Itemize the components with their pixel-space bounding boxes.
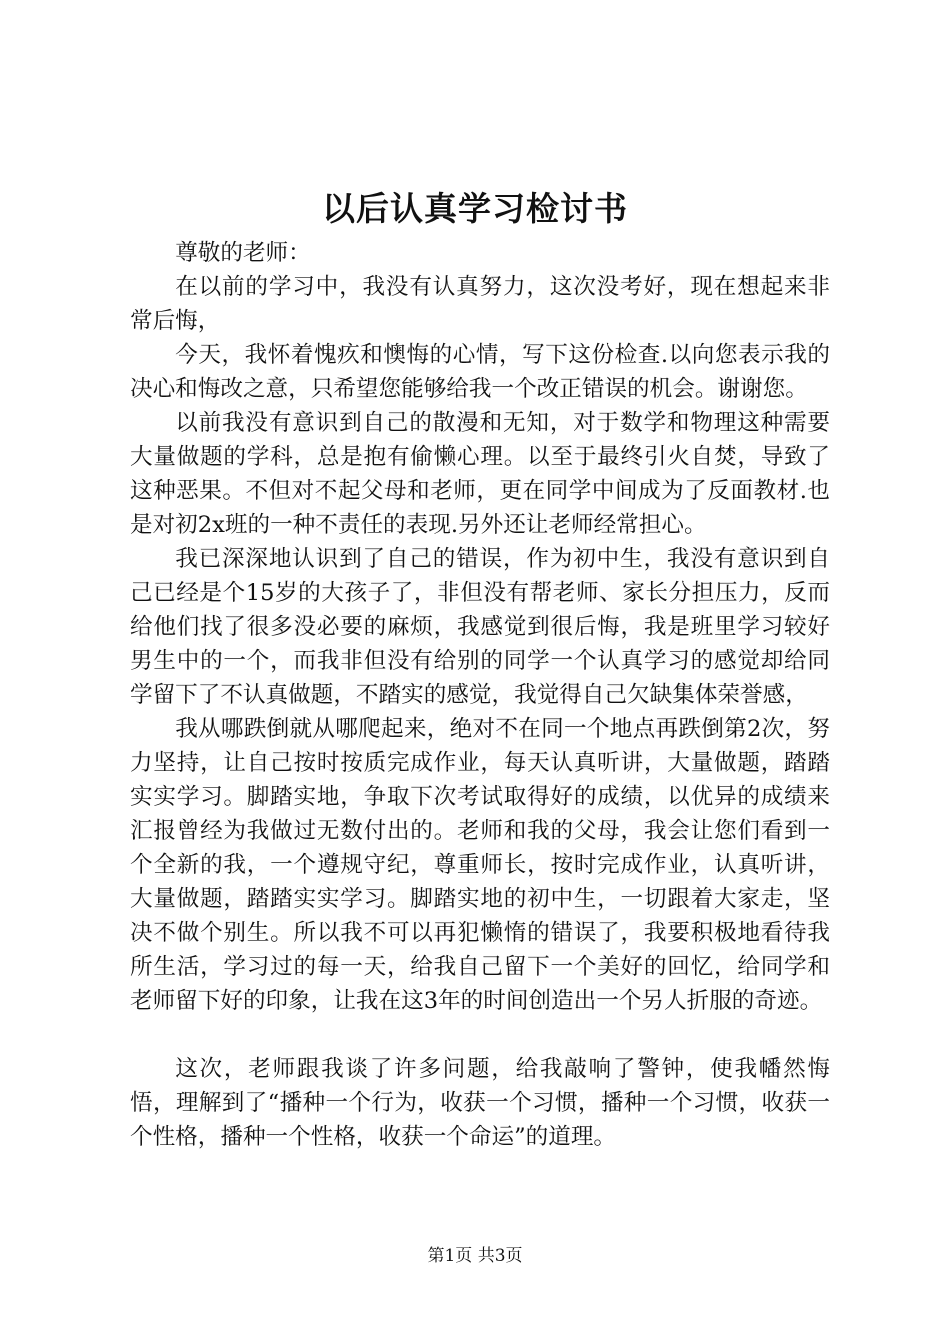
paragraph-1: 在以前的学习中，我没有认真努力，这次没考好，现在想起来非常后悔， xyxy=(130,274,830,334)
salutation: 尊敬的老师： xyxy=(175,240,311,266)
paragraph-5: 我从哪跌倒就从哪爬起来，绝对不在同一个地点再跌倒第2次，努力坚持，让自己按时按质完成作业，每天认真听讲，大量做题，踏踏实实学习。脚踏实地，争取下次考试取得好的成绩，以优异的成绩来汇报曾经为我做过无数付出的。老师和我的父母，我会让您们看到一个全新的我，一个遵规守纪，尊重师长，按时完成作业，认真听讲，大量做题，踏踏实实学习。脚踏实地的初中生，一切跟着大家走，坚决不做个别生。所以我不可以再犯懒惰的错误了，我要积极地看待我所生活，学习过的每一天，给我自己留下一个美好的回忆，给同学和老师留下好的印象，让我在这3年的时间创造出一个另人折服的奇迹。 xyxy=(130,716,830,1014)
document-body xyxy=(130,236,830,1154)
paragraph-3: 以前我没有意识到自己的散漫和无知，对于数学和物理这种需要大量做题的学科，总是抱有偷懒心理。以至于最终引火自焚，导致了这种恶果。不但对不起父母和老师，更在同学中间成为了反面教材.也是对初2x班的一种不责任的表现.另外还让老师经常担心。 xyxy=(130,410,830,538)
paragraph-2: 今天，我怀着愧疚和懊悔的心情，写下这份检查.以向您表示我的决心和悔改之意，只希望您能够给我一个改正错误的机会。谢谢您。 xyxy=(130,342,830,402)
paragraph-4: 我已深深地认识到了自己的错误，作为初中生，我没有意识到自己已经是个15岁的大孩子了，非但没有帮老师、家长分担压力，反而给他们找了很多没必要的麻烦，我感觉到很后悔，我是班里学习较好男生中的一个，而我非但没有给别的同学一个认真学习的感觉却给同学留下了不认真做题，不踏实的感觉，我觉得自己欠缺集体荣誉感， xyxy=(130,546,830,708)
paragraph-6: 这次，老师跟我谈了许多问题，给我敲响了警钟，使我幡然悔悟，理解到了“播种一个行为，收获一个习惯，播种一个习惯，收获一个性格，播种一个性格，收获一个命运”的道理。 xyxy=(130,1056,830,1150)
document-title: 以后认真学习检讨书 xyxy=(322,189,628,228)
page-number-footer: 第1页 共3页 xyxy=(427,1246,523,1266)
